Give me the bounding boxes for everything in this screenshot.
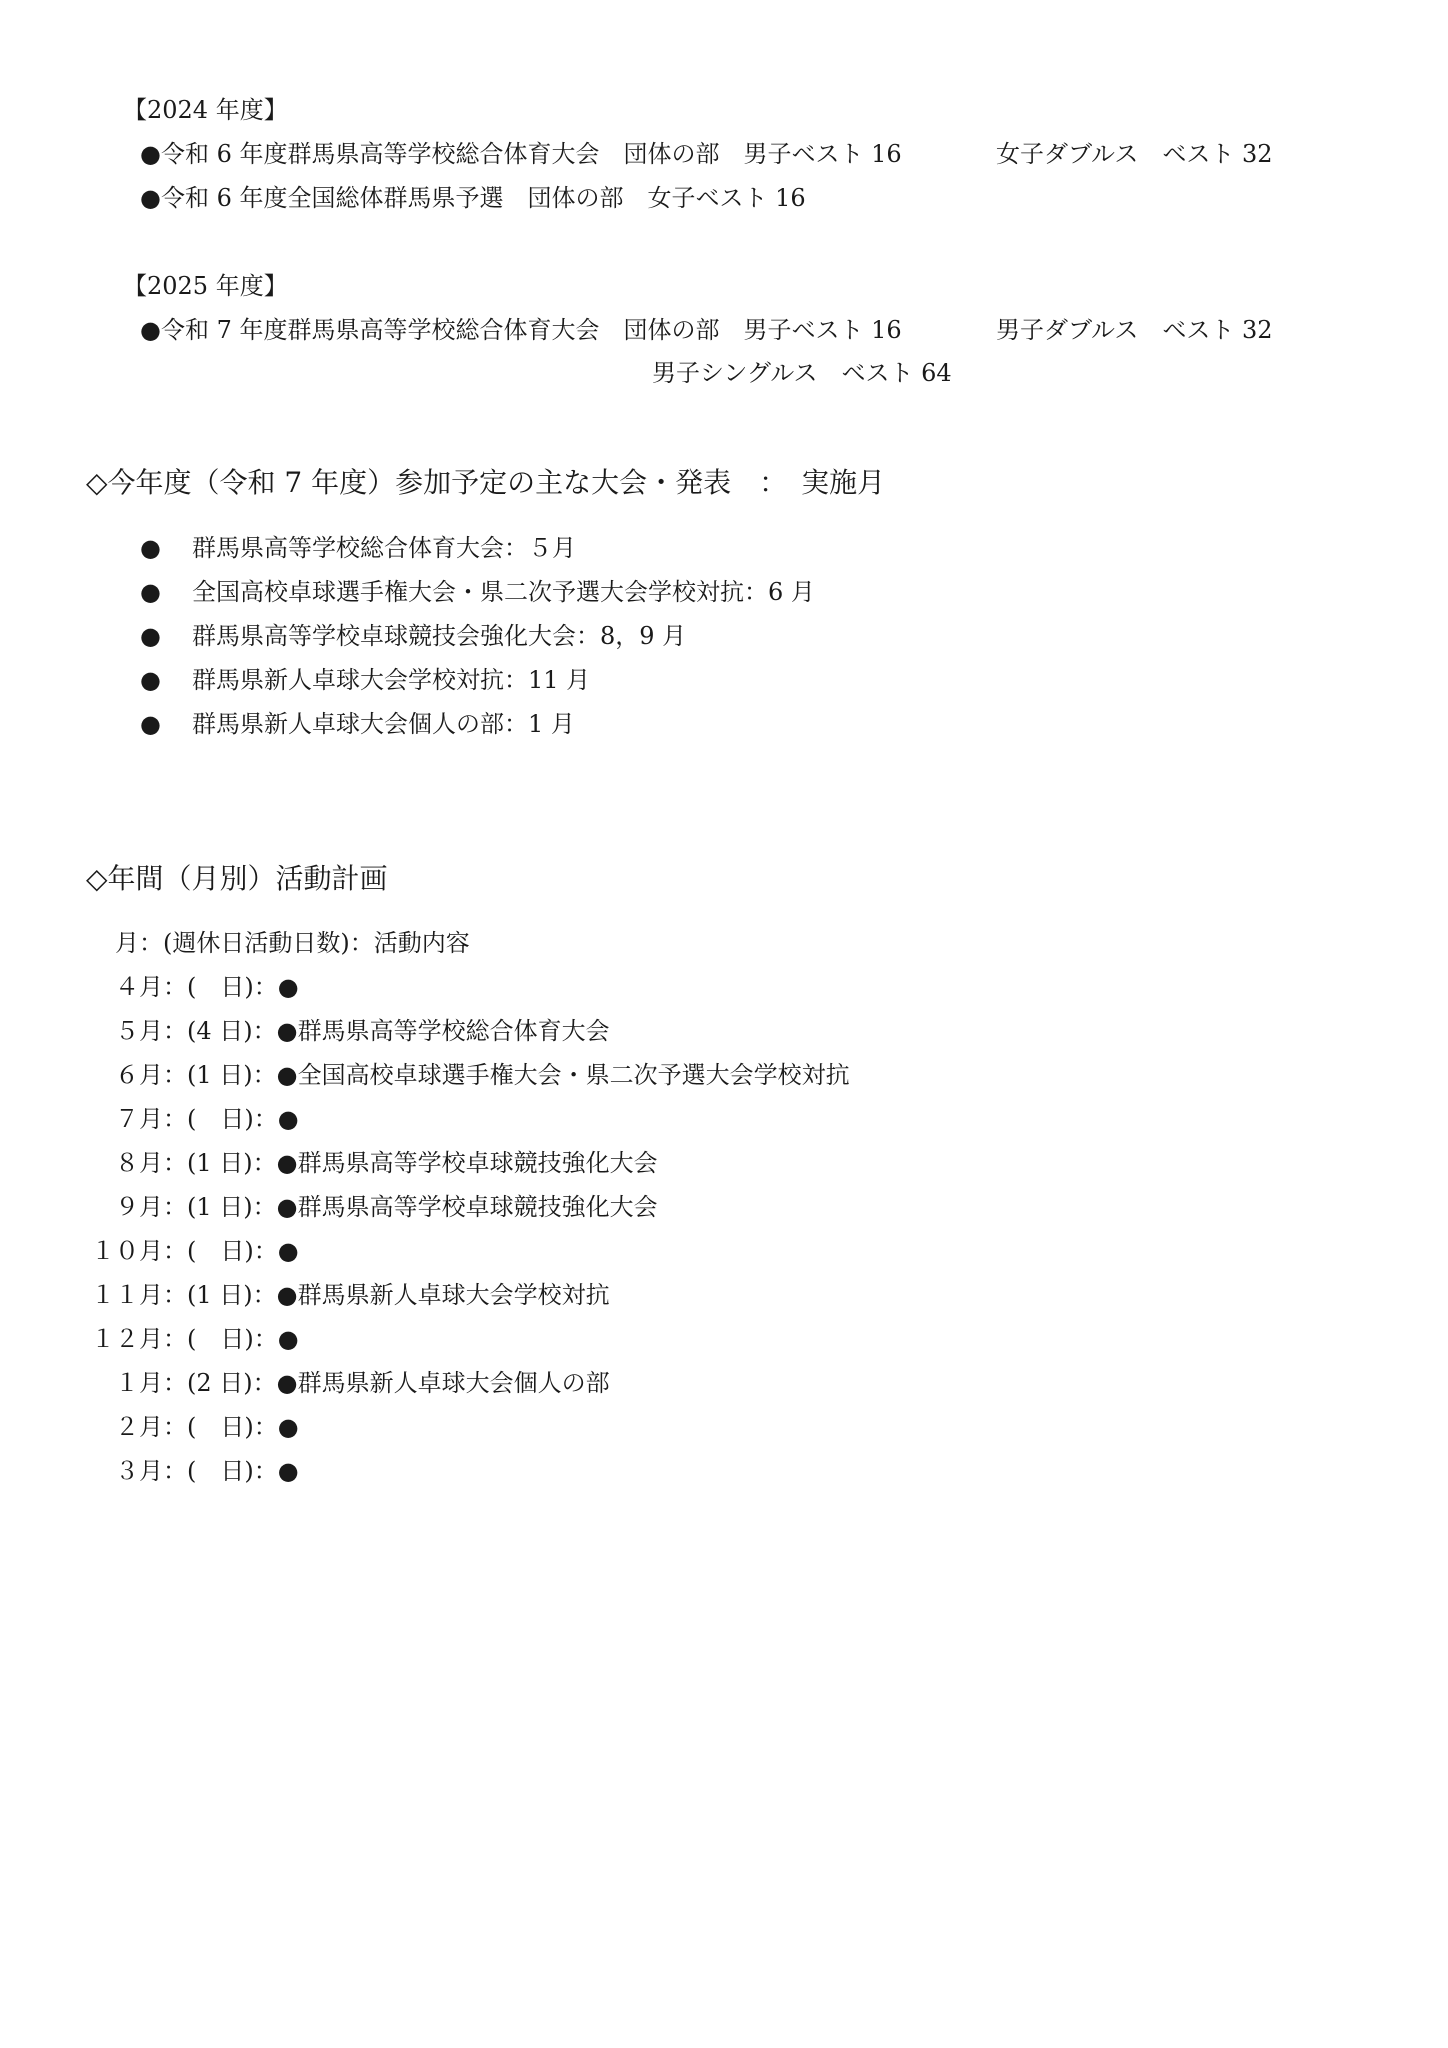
- table-row: ６月：(1 日)：●全国高校卓球選手権大会・県二次予選大会学校対抗: [115, 1061, 850, 1089]
- annual-plan-header-row: 月：(週休日活動日数)：活動内容: [115, 929, 470, 957]
- planned-heading: ◇今年度（令和 7 年度）参加予定の主な大会・発表 ： 実施月: [86, 466, 886, 499]
- table-row: １０月：( 日)：●: [91, 1237, 299, 1265]
- table-row: ５月：(4 日)：●群馬県高等学校総合体育大会: [115, 1017, 610, 1045]
- result-2025-row-1: ●令和 7 年度群馬県高等学校総合体育大会 団体の部 男子ベスト 16: [140, 316, 902, 344]
- planned-item-text: 群馬県高等学校卓球競技会強化大会：8，9 月: [192, 622, 687, 650]
- table-row: ８月：(1 日)：●群馬県高等学校卓球競技強化大会: [115, 1149, 658, 1177]
- year-2024-label: 【2024 年度】: [123, 96, 288, 124]
- table-row: ９月：(1 日)：●群馬県高等学校卓球競技強化大会: [115, 1193, 658, 1221]
- table-row: ２月：( 日)：●: [115, 1413, 299, 1441]
- result-2024-row-2: ●令和 6 年度全国総体群馬県予選 団体の部 女子ベスト 16: [140, 184, 806, 212]
- table-row: ３月：( 日)：●: [115, 1457, 299, 1485]
- planned-item-text: 群馬県新人卓球大会学校対抗：11 月: [192, 666, 591, 694]
- result-2024-row-1-extra: 女子ダブルス ベスト 32: [996, 140, 1273, 168]
- bullet-icon: ●: [140, 710, 161, 738]
- year-2025-label: 【2025 年度】: [123, 272, 288, 300]
- planned-item-text: 全国高校卓球選手権大会・県二次予選大会学校対抗：6 月: [192, 578, 815, 606]
- annual-plan-heading: ◇年間（月別）活動計画: [86, 862, 388, 895]
- table-row: １１月：(1 日)：●群馬県新人卓球大会学校対抗: [91, 1281, 610, 1309]
- result-2024-row-1: ●令和 6 年度群馬県高等学校総合体育大会 団体の部 男子ベスト 16: [140, 140, 902, 168]
- bullet-icon: ●: [140, 534, 161, 562]
- planned-item-text: 群馬県高等学校総合体育大会：５月: [192, 534, 576, 562]
- bullet-icon: ●: [140, 666, 161, 694]
- result-2025-row-2-continuation: 男子シングルス ベスト 64: [652, 359, 952, 387]
- table-row: １２月：( 日)：●: [91, 1325, 299, 1353]
- table-row: １月：(2 日)：●群馬県新人卓球大会個人の部: [115, 1369, 610, 1397]
- planned-item-text: 群馬県新人卓球大会個人の部：1 月: [192, 710, 575, 738]
- bullet-icon: ●: [140, 578, 161, 606]
- table-row: ４月：( 日)：●: [115, 973, 299, 1001]
- table-row: ７月：( 日)：●: [115, 1105, 299, 1133]
- bullet-icon: ●: [140, 622, 161, 650]
- result-2025-row-1-extra: 男子ダブルス ベスト 32: [996, 316, 1273, 344]
